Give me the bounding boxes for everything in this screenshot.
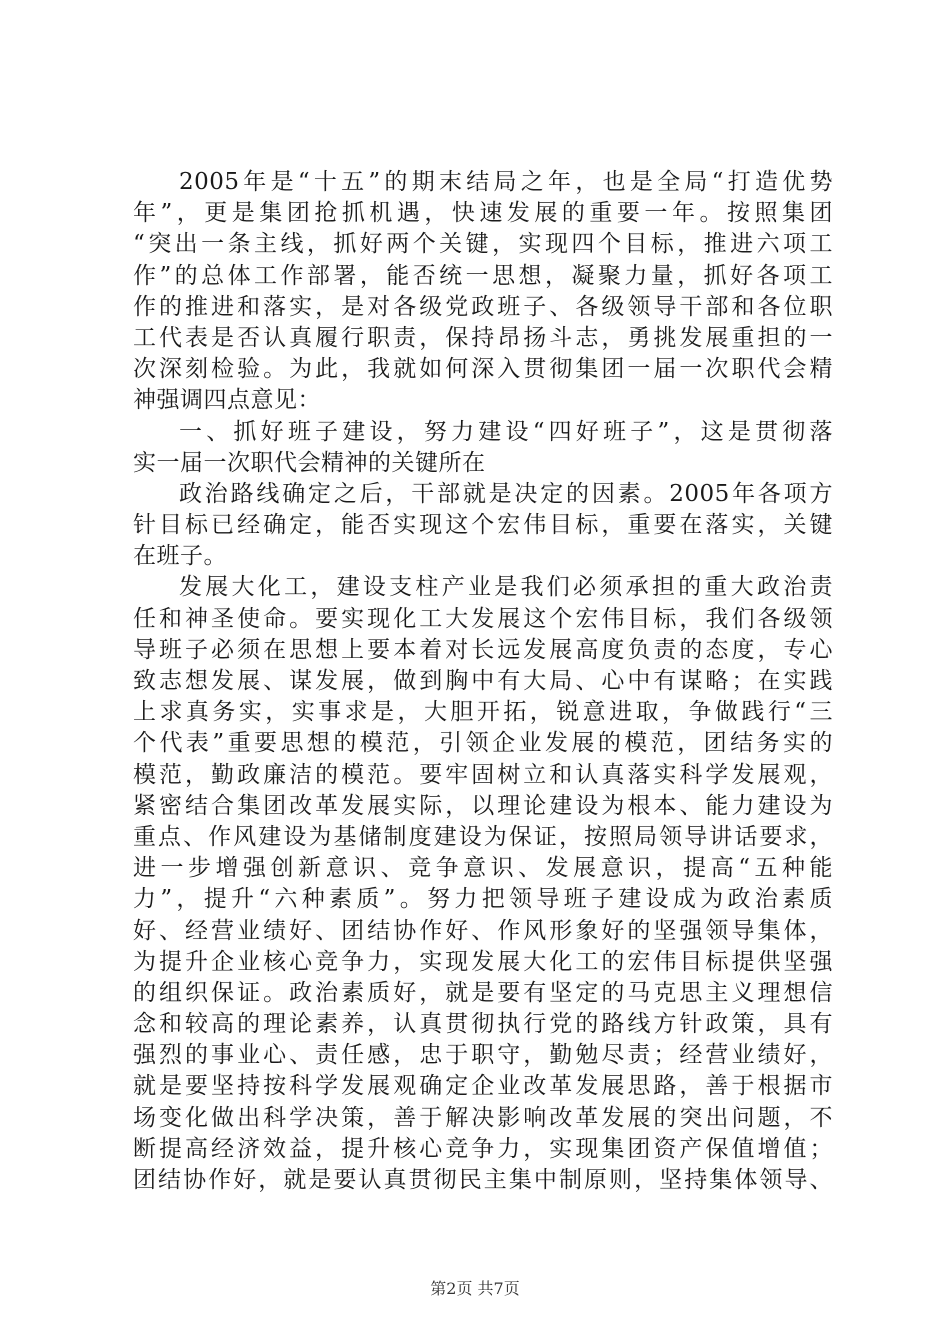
text-line: 场变化做出科学决策，善于解决影响改革发展的突出问题，不 — [133, 1104, 833, 1131]
text-line: 2005年是“十五”的期末结局之年，也是全局“打造优势 — [179, 169, 833, 195]
text-line: 进一步增强创新意识、竞争意识、发展意识，提高“五种能 — [133, 855, 833, 882]
text-line: 为提升企业核心竞争力，实现发展大化工的宏伟目标提供坚强 — [133, 948, 833, 975]
text-line: 好、经营业绩好、团结协作好、作风形象好的坚强领导集体， — [133, 917, 833, 944]
text-line: 年”，更是集团抢抓机遇，快速发展的重要一年。按照集团 — [133, 200, 833, 227]
text-line: 就是要坚持按科学发展观确定企业改革发展思路，善于根据市 — [133, 1073, 833, 1100]
text-line: 政治路线确定之后，干部就是决定的因素。2005年各项方 — [179, 480, 833, 507]
section-heading-line: 一、抓好班子建设，努力建设“四好班子”，这是贯彻落 — [179, 418, 833, 445]
text-line: 重点、作风建设为基储制度建设为保证，按照局领导讲话要求， — [133, 823, 833, 850]
text-line: 工代表是否认真履行职责，保持昂扬斗志，勇挑发展重担的一 — [133, 324, 833, 351]
text-line: 任和神圣使命。要实现化工大发展这个宏伟目标，我们各级领 — [133, 605, 833, 632]
text-line: 断提高经济效益，提升核心竞争力，实现集团资产保值增值； — [133, 1135, 833, 1162]
text-line: 在班子。 — [133, 543, 227, 570]
text-line: 紧密结合集团改革发展实际，以理论建设为根本、能力建设为 — [133, 792, 833, 819]
text-line: “突出一条主线，抓好两个关键，实现四个目标，推进六项工 — [133, 231, 833, 258]
text-line: 针目标已经确定，能否实现这个宏伟目标，重要在落实，关键 — [133, 512, 833, 539]
text-line: 的组织保证。政治素质好，就是要有坚定的马克思主义理想信 — [133, 979, 833, 1006]
text-line: 导班子必须在思想上要本着对长远发展高度负责的态度，专心 — [133, 636, 833, 663]
text-line: 念和较高的理论素养，认真贯彻执行党的路线方针政策，具有 — [133, 1011, 833, 1038]
text-line: 力”，提升“六种素质”。努力把领导班子建设成为政治素质 — [133, 886, 833, 913]
text-line: 个代表”重要思想的模范，引领企业发展的模范，团结务实的 — [133, 730, 833, 757]
page-number-footer: 第2页 共7页 — [430, 1279, 520, 1298]
text-line: 致志想发展、谋发展，做到胸中有大局、心中有谋略；在实践 — [133, 668, 833, 694]
text-line: 团结协作好，就是要认真贯彻民主集中制原则，坚持集体领导、 — [133, 1167, 833, 1193]
text-line: 作的推进和落实，是对各级党政班子、各级领导干部和各位职 — [133, 293, 833, 320]
document-body — [133, 167, 833, 1196]
text-line: 模范，勤政廉洁的模范。要牢固树立和认真落实科学发展观， — [133, 761, 833, 788]
text-line: 次深刻检验。为此，我就如何深入贯彻集团一届一次职代会精 — [133, 356, 833, 383]
text-line: 神强调四点意见： — [133, 387, 321, 414]
text-line: 发展大化工，建设支柱产业是我们必须承担的重大政治责 — [179, 574, 833, 601]
section-heading-line: 实一届一次职代会精神的关键所在 — [133, 449, 486, 476]
text-line: 上求真务实，实事求是，大胆开拓，锐意进取，争做践行“三 — [133, 699, 833, 726]
text-line: 强烈的事业心、责任感，忠于职守，勤勉尽责；经营业绩好， — [133, 1042, 833, 1069]
text-line: 作”的总体工作部署，能否统一思想，凝聚力量，抓好各项工 — [133, 262, 833, 289]
